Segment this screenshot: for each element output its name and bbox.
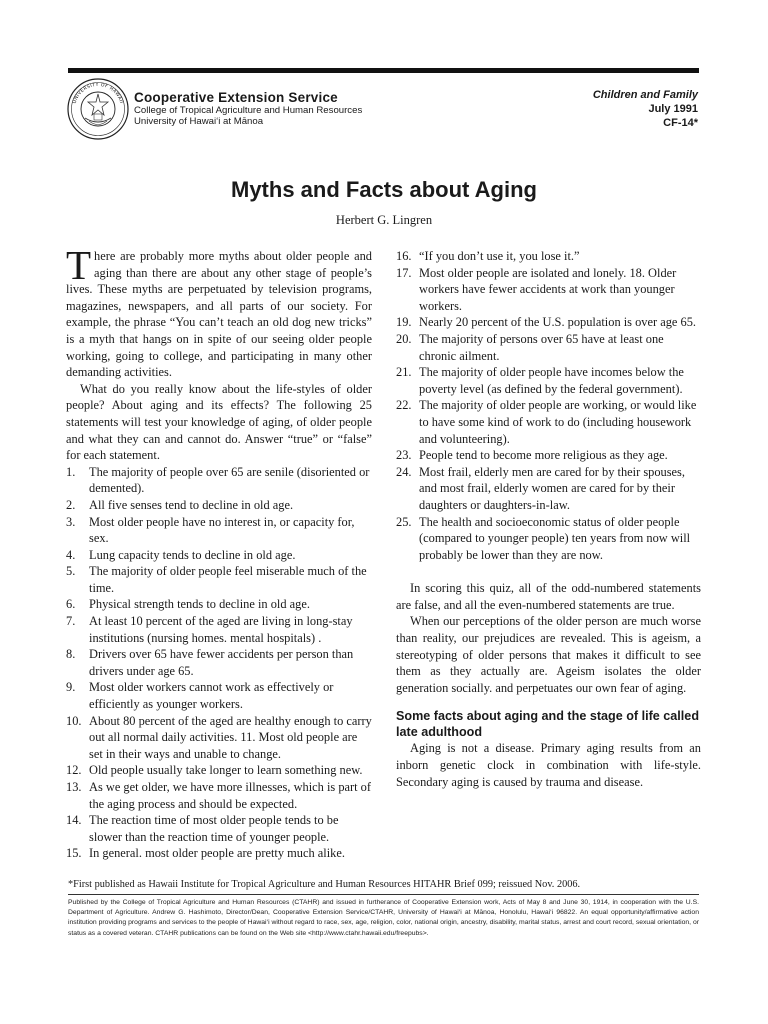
org-block <box>134 91 362 127</box>
publisher-note: Published by the College of Tropical Agriculture and Human Resources (CTAHR) and issued in furtherance of Cooperative Extension work, Acts of May 8 and June 30, 1914, in cooperation with the U.S. Department of Agriculture. Andrew G. Hashimoto, Director/Dean, Cooperative Extension Service/CTAHR, University of Hawai‘i at Mānoa, Honolulu, Hawai‘i 96822. An equal opportunity/affirmative action institution providing programs and services to the people of Hawai‘i without regard to race, sex, age, religion, color, national origin, ancestry, disability, marital status, arrest and court record, sexual orientation, or status as a covered veteran. CTAHR publications can be found on the Web site <http://www.ctahr.hawaii.edu/freepubs>. <box>68 899 699 937</box>
quiz-item: 10. About 80 percent of the aged are healthy enough to carry out all normal daily activities. 11. Most old people are set in their ways and unable to change. <box>66 713 372 761</box>
quiz-item: 20. The majority of persons over 65 have at least one chronic ailment. <box>396 331 664 363</box>
scoring-paragraph: In scoring this quiz, all of the odd-numbered statements are false, and all the even-numbered statements are true. <box>396 581 701 612</box>
quiz-item: 1. The majority of people over 65 are senile (disoriented or demented). <box>66 464 370 496</box>
intro-text: here are probably more myths about older people and aging than there are about any other stage of people’s lives. These myths are perpetuated by television programs, magazines, newspapers, and all parts of our society. For example, the phrase “You can’t teach an old dog new tricks” is a myth that hangs on in spite of our seeing older people working, going to college, and participating in many other demanding activities. <box>66 249 372 380</box>
quiz-item: 12. Old people usually take longer to learn something new. <box>66 763 363 778</box>
left-column <box>66 242 372 862</box>
quiz-item: 5. The majority of older people feel miserable much of the time. <box>66 564 367 595</box>
drop-cap: T <box>66 242 92 288</box>
quiz-item: 4. Lung capacity tends to decline in old age. <box>66 547 296 562</box>
svg-text:UNIVERSITY OF HAWAII: UNIVERSITY OF HAWAII <box>72 82 124 105</box>
quiz-item: 8. Drivers over 65 have fewer accidents per person than drivers under age 65. <box>66 647 354 678</box>
quiz-item: 17. Most older people are isolated and lonely. 18. Older workers have fewer accidents at work than younger workers. <box>396 265 677 313</box>
quiz-item: 9. Most older workers cannot work as effectively or efficiently as younger workers. <box>66 680 334 712</box>
page-title: Myths and Facts about Aging <box>231 177 537 202</box>
quiz-item: 2. All five senses tend to decline in old age. <box>66 497 294 512</box>
university-name: University of Hawai‘i at Mānoa <box>134 116 264 127</box>
quiz-instructions: What do you really know about the life-styles of older people? About aging and its effects? The following 25 statements will test your knowledge of aging, of older people and what they can and cannot do. Answer “true” or “false” for each statement. <box>66 381 372 463</box>
quiz-list-right <box>396 248 701 563</box>
quiz-item: 21. The majority of older people have incomes below the poverty level (as defined by the federal government). <box>396 365 684 396</box>
quiz-item: 15. In general. most older people are pretty much alike. <box>66 846 345 861</box>
quiz-list-left <box>66 464 372 862</box>
quiz-item: 25. The health and socioeconomic status of older people (compared to younger people) ten years from now will probably be lower than they are now. <box>396 514 691 562</box>
publication-date: July 1991 <box>648 103 698 115</box>
series-name: Children and Family <box>592 89 698 101</box>
org-name: Cooperative Extension Service <box>134 90 338 105</box>
quiz-item: 13. As we get older, we have more illnesses, which is part of the aging process and should be expected. <box>66 780 372 811</box>
quiz-item: 19. Nearly 20 percent of the U.S. population is over age 65. <box>396 315 696 330</box>
quiz-item: 3. Most older people have no interest in, or capacity for, sex. <box>66 514 355 546</box>
author-name: Herbert G. Lingren <box>335 213 433 227</box>
footer-rule <box>68 894 699 895</box>
footnote: *First published as Hawaii Institute for Tropical Agriculture and Human Resources HITAHR Brief 099; reissued Nov. 2006. <box>68 879 581 890</box>
quiz-item: 23. People tend to become more religious as they age. <box>396 448 668 463</box>
quiz-item: 16. “If you don’t use it, you lose it.” <box>396 249 580 263</box>
quiz-item: 24. Most frail, elderly men are cared for by their spouses, and most frail, elderly women are cared for by their daughters or daughters-in-law. <box>396 464 685 512</box>
section-heading: Some facts about aging and the stage of life called late adulthood <box>396 709 700 740</box>
ageism-paragraph: When our perceptions of the older person are much worse than reality, our prejudices are revealed. This is ageism, a stereotyping of older persons that makes it difficult to see them as they actually are. Ageism isolates the older generation socially. and perpetuates our own fear of aging. <box>396 614 701 695</box>
publication-code: CF-14* <box>663 117 698 129</box>
top-rule <box>68 68 699 73</box>
section-paragraph: Aging is not a disease. Primary aging results from an inborn genetic clock in combination with life-style. Secondary aging is caused by trauma and disease. <box>396 741 701 789</box>
university-seal-icon <box>67 78 129 140</box>
college-name: College of Tropical Agriculture and Human Resources <box>134 105 363 116</box>
quiz-item: 14. The reaction time of most older people tends to be slower than the reaction time of younger people. <box>66 813 339 844</box>
quiz-item: 22. The majority of older people are working, or would like to have some kind of work to do (including housework and volunteering). <box>396 398 697 446</box>
series-info <box>593 88 698 130</box>
quiz-item: 7. At least 10 percent of the aged are living in long-stay institutions (nursing homes. mental hospitals) . <box>66 614 353 645</box>
intro-paragraph <box>66 242 372 381</box>
quiz-item: 6. Physical strength tends to decline in old age. <box>66 597 310 612</box>
right-column <box>396 248 701 790</box>
